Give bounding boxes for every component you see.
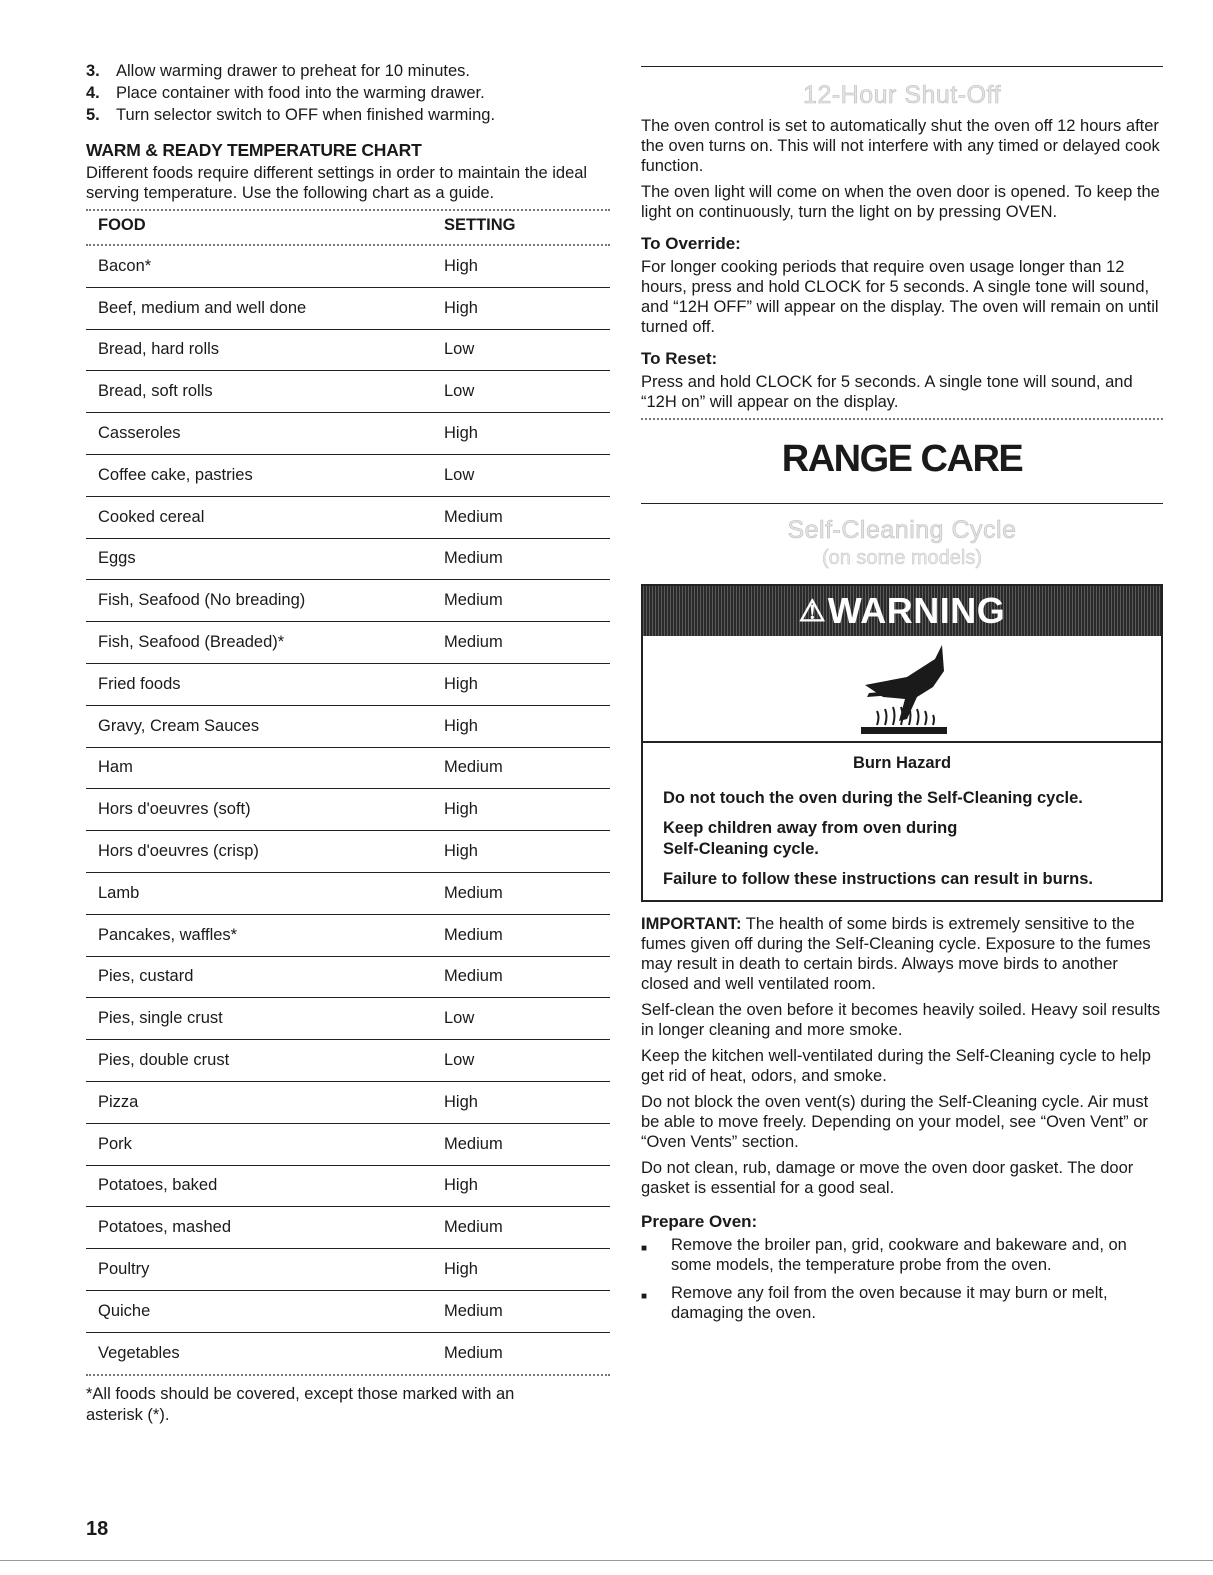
warning-icon-area [643,636,1161,743]
table-row [86,705,610,747]
temperature-chart-table [86,211,610,240]
list-item: ■ Remove the broiler pan, grid, cookware and bakeware and, on some models, the temperature probe from the oven. [641,1236,1127,1274]
food-cell: Vegetables [86,1332,444,1373]
setting-cell: High [444,256,478,275]
food-cell: Pizza [86,1081,444,1123]
table-row [86,1040,610,1082]
food-cell: Pies, double crust [86,1040,444,1082]
food-cell: Eggs [86,538,444,580]
table-row [86,287,610,329]
shutoff-paragraph-2: The oven light will come on when the oven door is opened. To keep the light on continuously, turn the light on by pressing OVEN. [641,183,1160,221]
warning-box [641,584,1163,902]
prepare-oven-list [641,1235,1163,1323]
section-dotted-rule [641,418,1163,420]
cleaning-paragraph-5: Do not clean, rub, damage or move the oven door gasket. The door gasket is essential for a good seal. [641,1159,1134,1197]
setting-cell: Medium [444,747,610,789]
warning-triangle-icon: ⚠ [798,594,826,628]
table-row [86,914,610,956]
warning-banner [643,586,1161,636]
table-row [86,538,610,580]
setting-cell: High [444,789,610,831]
setting-cell: High [444,831,610,873]
chart-intro: Different foods require different settings in order to maintain the ideal serving temperature. Use the following chart as a guide. [86,164,588,202]
setting-cell: Medium [444,496,610,538]
header-setting: SETTING [444,216,516,234]
setting-cell: Medium [444,914,610,956]
setting-cell: Medium [444,538,610,580]
setting-cell: Medium [444,580,610,622]
setting-cell: Medium [444,1290,610,1332]
header-food: FOOD [98,216,146,234]
food-cell: Bacon* [98,256,152,275]
setting-cell: Low [444,1040,610,1082]
table-row [86,246,610,287]
table-row [86,1123,610,1165]
warning-line-2b: Self-Cleaning cycle. [663,840,819,858]
warning-line-1: Do not touch the oven during the Self-Cleaning cycle. [663,789,1083,807]
important-paragraph: IMPORTANT: The health of some birds is extremely sensitive to the fumes given off during the Self-Cleaning cycle. Exposure to the fumes may result in death to certain birds. Always move birds to another closed and well ventilated room. [641,915,1151,993]
table-header-row [86,211,610,240]
food-cell: Bread, soft rolls [86,371,444,413]
shutoff-paragraph-1: The oven control is set to automatically shut the oven off 12 hours after the oven turns on. This will not interfere with any timed or delayed cook function. [641,117,1160,175]
table-row [86,1165,610,1207]
food-cell: Lamb [86,872,444,914]
setting-cell: High [444,663,610,705]
step-item: 4. Place container with food into the warming drawer. [86,84,485,102]
reset-text: Press and hold CLOCK for 5 seconds. A single tone will sound, and “12H on” will appear on the display. [641,373,1133,411]
setting-cell: Low [444,454,610,496]
setting-cell: Medium [444,956,610,998]
range-care-rule [641,503,1163,504]
temperature-chart-body [86,246,610,1374]
setting-cell: Medium [444,872,610,914]
food-cell: Ham [86,747,444,789]
setting-cell: Medium [444,622,610,664]
warning-text [643,743,1161,900]
table-row [86,956,610,998]
cleaning-paragraph-2: Self-clean the oven before it becomes heavily soiled. Heavy soil results in longer cleaning and more smoke. [641,1001,1161,1039]
table-row [86,872,610,914]
setting-cell: Medium [444,1332,610,1373]
table-row [86,371,610,413]
cleaning-paragraph-3: Keep the kitchen well-ventilated during the Self-Cleaning cycle to help get rid of heat, odors, and smoke. [641,1047,1151,1085]
food-cell: Potatoes, mashed [86,1207,444,1249]
table-row [86,1332,610,1373]
table-row [86,789,610,831]
food-cell: Pies, single crust [86,998,444,1040]
self-cleaning-heading: Self-Cleaning Cycle [787,516,1017,544]
table-row [86,998,610,1040]
food-cell: Casseroles [86,413,444,455]
setting-cell: High [444,1165,610,1207]
right-column [641,66,1163,1331]
table-bottom-rule [86,1374,610,1376]
food-cell: Gravy, Cream Sauces [86,705,444,747]
setting-cell: Low [444,371,610,413]
setting-cell: High [444,1249,610,1291]
table-row [86,1081,610,1123]
setting-cell: Low [444,329,610,371]
override-title: To Override: [641,234,741,253]
range-care-title: RANGE CARE [781,438,1023,480]
self-cleaning-subheading: (on some models) [821,547,983,569]
table-row [86,747,610,789]
warning-label: WARNING [827,590,1006,631]
food-cell: Pork [86,1123,444,1165]
food-cell: Hors d'oeuvres (soft) [86,789,444,831]
food-cell: Fish, Seafood (No breading) [86,580,444,622]
food-cell: Poultry [86,1249,444,1291]
chart-title: WARM & READY TEMPERATURE CHART [86,140,422,160]
page-bottom-rule [0,1560,1213,1561]
table-row [86,496,610,538]
setting-cell: High [444,705,610,747]
list-item: ■ Remove any foil from the oven because it may burn or melt, damaging the oven. [641,1284,1108,1322]
food-cell: Coffee cake, pastries [86,454,444,496]
table-row [86,622,610,664]
food-cell: Pies, custard [86,956,444,998]
warning-hazard: Burn Hazard [852,754,952,772]
table-row [86,329,610,371]
warming-steps [86,60,610,126]
bullet-icon: ■ [641,1243,648,1254]
food-cell: Quiche [86,1290,444,1332]
setting-cell: High [444,413,610,455]
food-cell: Cooked cereal [86,496,444,538]
setting-cell: Medium [444,1207,610,1249]
food-cell: Beef, medium and well done [86,287,444,329]
step-item: 5. Turn selector switch to OFF when finished warming. [86,106,496,124]
table-row [86,663,610,705]
food-cell: Hors d'oeuvres (crisp) [86,831,444,873]
left-column [86,60,610,1426]
section-rule [641,66,1163,67]
food-cell: Potatoes, baked [86,1165,444,1207]
setting-cell: High [444,1081,610,1123]
table-row [86,831,610,873]
warning-line-2a: Keep children away from oven during [663,819,958,837]
table-row [86,413,610,455]
warning-line-3: Failure to follow these instructions can result in burns. [663,870,1093,888]
prepare-oven-title: Prepare Oven: [641,1212,758,1231]
shutoff-heading: 12-Hour Shut-Off [803,81,1001,109]
table-row [86,1207,610,1249]
table-row [86,1290,610,1332]
setting-cell: Low [444,998,610,1040]
cleaning-paragraph-4: Do not block the oven vent(s) during the Self-Cleaning cycle. Air must be able to move freely. Depending on your model, see “Oven Vent” or “Oven Vents” section. [641,1093,1149,1151]
bullet-icon: ■ [641,1291,648,1302]
table-row [86,1249,610,1291]
step-item: 3. Allow warming drawer to preheat for 10 minutes. [86,62,470,80]
page-number: 18 [86,1518,109,1540]
food-cell: Fried foods [86,663,444,705]
override-text: For longer cooking periods that require oven usage longer than 12 hours, press and hold CLOCK for 5 seconds. A single tone will sound, and “12H OFF” will appear on the display. The oven will remain on until turned off. [641,258,1159,336]
food-cell: Pancakes, waffles* [86,914,444,956]
setting-cell: High [444,287,610,329]
setting-cell: Medium [444,1123,610,1165]
food-cell: Fish, Seafood (Breaded)* [86,622,444,664]
hand-burn-icon [847,641,957,736]
chart-footnote: *All foods should be covered, except those marked with an asterisk (*). [86,1384,515,1424]
table-row [86,454,610,496]
food-cell: Bread, hard rolls [86,329,444,371]
table-row [86,580,610,622]
reset-title: To Reset: [641,349,718,368]
